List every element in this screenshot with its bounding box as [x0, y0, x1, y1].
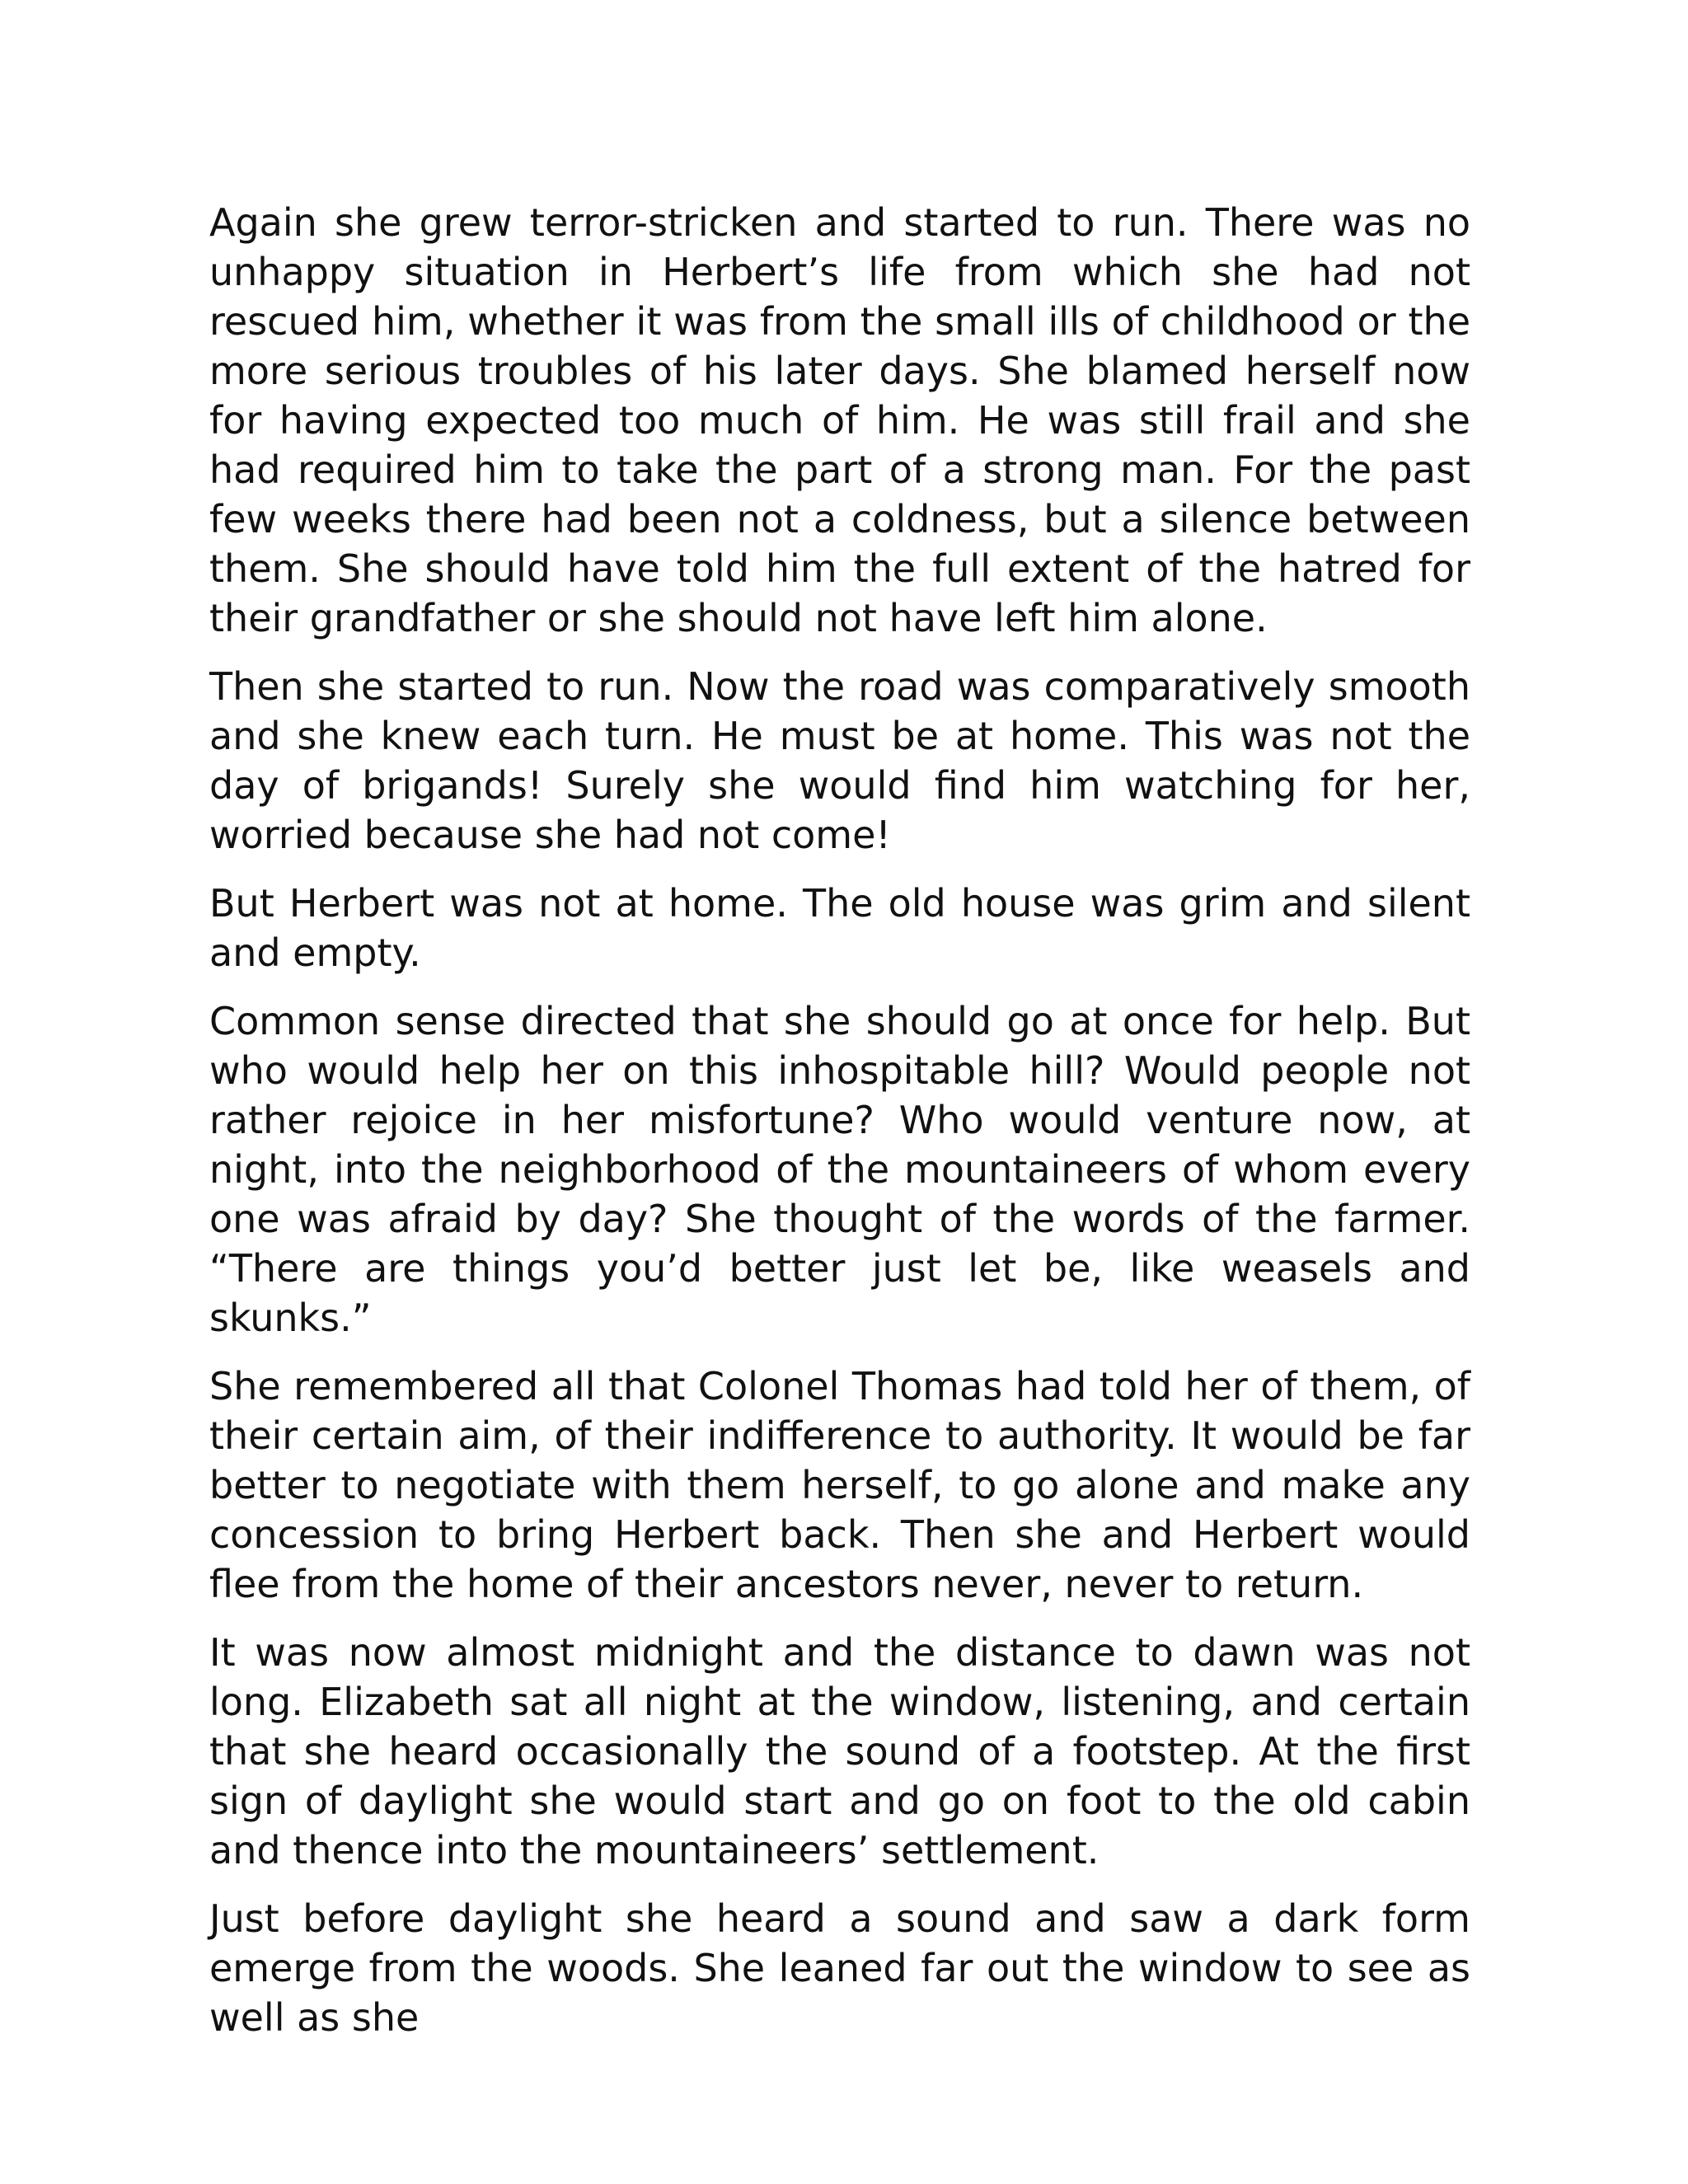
paragraph-4: Common sense directed that she should go at once for help. But who would help her on this inhospitable hill? Would people not rather rejoice in her misfortune? Who would venture now, at night, into the neighborhood of the mountaineers of whom every one was afraid by day? She thought of the words of the farmer. “There are things you’d better just let be, like weasels and skunks.” — [209, 999, 1470, 1340]
paragraph-1: Again she grew terror-stricken and started to run. There was no unhappy situation in Herbert’s life from which she had not rescued him, whether it was from the small ills of childhood or the more serious troubles of his later days. She blamed herself now for having expected too much of him. He was still frail and she had required him to take the part of a strong man. For the past few weeks there had been not a coldness, but a silence between them. She should have told him the full extent of the hatred for their grandfather or she should not have left him alone. — [209, 200, 1470, 640]
paragraph-3: But Herbert was not at home. The old house was grim and silent and empty. — [209, 881, 1470, 975]
paragraph-6: It was now almost midnight and the distance to dawn was not long. Elizabeth sat all night at the window, listening, and certain that she heard occasionally the sound of a footstep. At the first sign of daylight she would start and go on foot to the old cabin and thence into the mountaineers’ settlement. — [209, 1630, 1470, 1872]
paragraph-2: Then she started to run. Now the road was comparatively smooth and she knew each turn. He must be at home. This was not the day of brigands! Surely she would find him watching for her, worried because she had not come! — [209, 664, 1470, 857]
paragraph-5: She remembered all that Colonel Thomas had told her of them, of their certain aim, of their indifference to authority. It would be far better to negotiate with them herself, to go alone and make any concession to bring Herbert back. Then she and Herbert would flee from the home of their ancestors never, never to return. — [209, 1364, 1470, 1606]
body-text — [209, 198, 1470, 2061]
paragraph-7: Just before daylight she heard a sound and saw a dark form emerge from the woods. She leaned far out the window to see as well as she — [209, 1896, 1470, 2040]
